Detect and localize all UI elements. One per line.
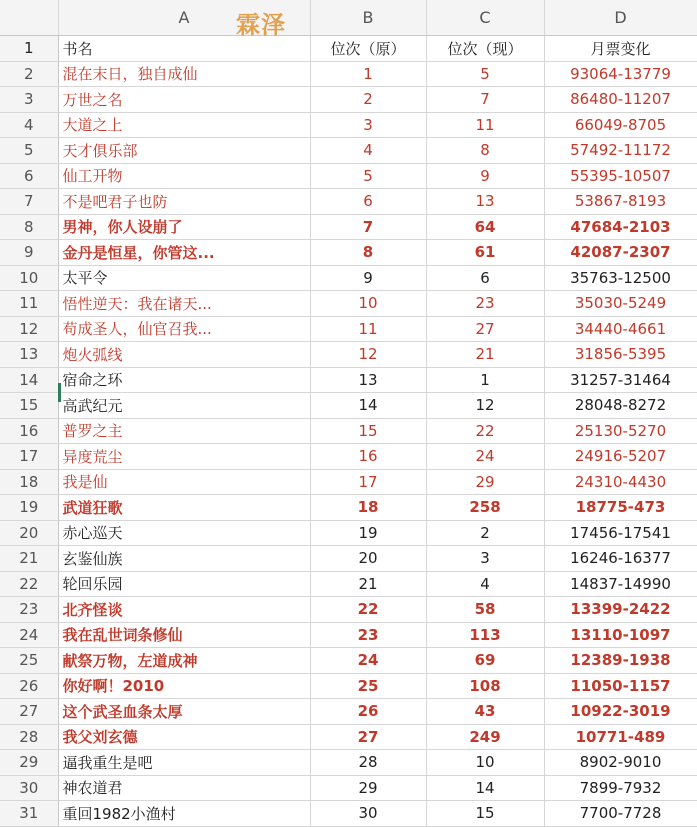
table-row bbox=[0, 775, 697, 801]
cell-rank-original[interactable]: 16 bbox=[310, 444, 426, 470]
cell-title[interactable]: 悟性逆天：我在诸天... bbox=[58, 291, 310, 317]
table-row bbox=[0, 87, 697, 113]
column-header-c[interactable]: C bbox=[426, 0, 544, 36]
table-row bbox=[0, 163, 697, 189]
row-number[interactable]: 4 bbox=[0, 112, 58, 138]
cell-rank-original[interactable]: 4 bbox=[310, 138, 426, 164]
cell-ticket-change[interactable]: 93064-13779 bbox=[544, 61, 697, 87]
cell-ticket-change[interactable]: 28048-8272 bbox=[544, 393, 697, 419]
cell-title[interactable]: 天才俱乐部 bbox=[58, 138, 310, 164]
cell-rank-current[interactable]: 14 bbox=[426, 775, 544, 801]
cell-rank-current[interactable]: 11 bbox=[426, 112, 544, 138]
cell-title[interactable]: 轮回乐园 bbox=[58, 571, 310, 597]
cell-rank-current[interactable]: 7 bbox=[426, 87, 544, 113]
cell-ticket-change[interactable]: 16246-16377 bbox=[544, 546, 697, 572]
cell-title[interactable]: 这个武圣血条太厚 bbox=[58, 699, 310, 725]
cell-rank-original[interactable]: 28 bbox=[310, 750, 426, 776]
cell-ticket-change[interactable]: 66049-8705 bbox=[544, 112, 697, 138]
cell-ticket-change[interactable]: 13399-2422 bbox=[544, 597, 697, 623]
cell-title[interactable]: 神农道君 bbox=[58, 775, 310, 801]
cell-rank-current[interactable]: 3 bbox=[426, 546, 544, 572]
cell-ticket-change[interactable]: 10771-489 bbox=[544, 724, 697, 750]
table-row bbox=[0, 469, 697, 495]
cell-rank-current[interactable]: 8 bbox=[426, 138, 544, 164]
cell-rank-current[interactable]: 43 bbox=[426, 699, 544, 725]
cell-rank-current[interactable]: 5 bbox=[426, 61, 544, 87]
cell-ticket-change[interactable]: 24916-5207 bbox=[544, 444, 697, 470]
cell-rank-current[interactable]: 29 bbox=[426, 469, 544, 495]
cell-ticket-change[interactable]: 8902-9010 bbox=[544, 750, 697, 776]
table-row bbox=[0, 342, 697, 368]
row-number[interactable]: 28 bbox=[0, 724, 58, 750]
row-number[interactable]: 27 bbox=[0, 699, 58, 725]
header-cell-title[interactable]: 书名 bbox=[58, 36, 310, 62]
column-header-row bbox=[0, 0, 697, 36]
table-row bbox=[0, 189, 697, 215]
table-row bbox=[0, 265, 697, 291]
cell-title[interactable]: 宿命之环 bbox=[58, 367, 310, 393]
cell-rank-original[interactable]: 1 bbox=[310, 61, 426, 87]
cell-title[interactable]: 金丹是恒星，你管这... bbox=[58, 240, 310, 266]
row-number[interactable]: 22 bbox=[0, 571, 58, 597]
cell-rank-original[interactable]: 9 bbox=[310, 265, 426, 291]
cell-ticket-change[interactable]: 14837-14990 bbox=[544, 571, 697, 597]
row-number[interactable]: 14 bbox=[0, 367, 58, 393]
cell-ticket-change[interactable]: 35030-5249 bbox=[544, 291, 697, 317]
cell-title[interactable]: 我是仙 bbox=[58, 469, 310, 495]
cell-rank-original[interactable]: 25 bbox=[310, 673, 426, 699]
cell-title[interactable]: 炮火弧线 bbox=[58, 342, 310, 368]
cell-rank-current[interactable]: 258 bbox=[426, 495, 544, 521]
cell-title[interactable]: 普罗之主 bbox=[58, 418, 310, 444]
cell-title[interactable]: 逼我重生是吧 bbox=[58, 750, 310, 776]
row-number[interactable]: 21 bbox=[0, 546, 58, 572]
cell-ticket-change[interactable]: 34440-4661 bbox=[544, 316, 697, 342]
table-header-row bbox=[0, 36, 697, 62]
table-row bbox=[0, 622, 697, 648]
cell-ticket-change[interactable]: 25130-5270 bbox=[544, 418, 697, 444]
cell-rank-original[interactable]: 29 bbox=[310, 775, 426, 801]
cell-title[interactable]: 北齐怪谈 bbox=[58, 597, 310, 623]
cell-rank-current[interactable]: 9 bbox=[426, 163, 544, 189]
row-number[interactable]: 11 bbox=[0, 291, 58, 317]
cell-rank-original[interactable]: 23 bbox=[310, 622, 426, 648]
cell-rank-current[interactable]: 108 bbox=[426, 673, 544, 699]
table-row bbox=[0, 648, 697, 674]
cell-rank-original[interactable]: 26 bbox=[310, 699, 426, 725]
table-row bbox=[0, 112, 697, 138]
cell-ticket-change[interactable]: 12389-1938 bbox=[544, 648, 697, 674]
row-number[interactable]: 20 bbox=[0, 520, 58, 546]
cell-ticket-change[interactable]: 31856-5395 bbox=[544, 342, 697, 368]
row-number[interactable]: 19 bbox=[0, 495, 58, 521]
cell-rank-current[interactable]: 61 bbox=[426, 240, 544, 266]
cell-rank-current[interactable]: 6 bbox=[426, 265, 544, 291]
row-number[interactable]: 7 bbox=[0, 189, 58, 215]
cell-rank-original[interactable]: 17 bbox=[310, 469, 426, 495]
cell-ticket-change[interactable]: 35763-12500 bbox=[544, 265, 697, 291]
cell-rank-current[interactable]: 4 bbox=[426, 571, 544, 597]
table-row bbox=[0, 520, 697, 546]
cell-title[interactable]: 大道之上 bbox=[58, 112, 310, 138]
cell-rank-current[interactable]: 21 bbox=[426, 342, 544, 368]
row-number[interactable]: 3 bbox=[0, 87, 58, 113]
table-row bbox=[0, 673, 697, 699]
cell-ticket-change[interactable]: 18775-473 bbox=[544, 495, 697, 521]
cell-rank-original[interactable]: 14 bbox=[310, 393, 426, 419]
table-row bbox=[0, 546, 697, 572]
select-all-corner[interactable] bbox=[0, 0, 58, 36]
cell-ticket-change[interactable]: 53867-8193 bbox=[544, 189, 697, 215]
cell-rank-current[interactable]: 12 bbox=[426, 393, 544, 419]
cell-rank-current[interactable]: 15 bbox=[426, 801, 544, 827]
cell-rank-current[interactable]: 10 bbox=[426, 750, 544, 776]
cell-rank-original[interactable]: 24 bbox=[310, 648, 426, 674]
cell-title[interactable]: 异度荒尘 bbox=[58, 444, 310, 470]
row-number[interactable]: 25 bbox=[0, 648, 58, 674]
cell-rank-original[interactable]: 6 bbox=[310, 189, 426, 215]
row-number[interactable]: 26 bbox=[0, 673, 58, 699]
cell-ticket-change[interactable]: 55395-10507 bbox=[544, 163, 697, 189]
cell-rank-current[interactable]: 69 bbox=[426, 648, 544, 674]
cell-rank-original[interactable]: 8 bbox=[310, 240, 426, 266]
cell-ticket-change[interactable]: 11050-1157 bbox=[544, 673, 697, 699]
cell-title[interactable]: 你好啊！2010 bbox=[58, 673, 310, 699]
row-number[interactable]: 9 bbox=[0, 240, 58, 266]
cell-rank-original[interactable]: 21 bbox=[310, 571, 426, 597]
row-number[interactable]: 23 bbox=[0, 597, 58, 623]
cell-rank-current[interactable]: 64 bbox=[426, 214, 544, 240]
row-number[interactable]: 24 bbox=[0, 622, 58, 648]
column-header-d[interactable]: D bbox=[544, 0, 697, 36]
cell-title[interactable]: 混在末日，独自成仙 bbox=[58, 61, 310, 87]
cell-ticket-change[interactable]: 31257-31464 bbox=[544, 367, 697, 393]
table-row bbox=[0, 750, 697, 776]
cell-title[interactable]: 赤心巡天 bbox=[58, 520, 310, 546]
row-number[interactable]: 5 bbox=[0, 138, 58, 164]
cell-title[interactable]: 万世之名 bbox=[58, 87, 310, 113]
row-number[interactable]: 30 bbox=[0, 775, 58, 801]
cell-title[interactable]: 武道狂歌 bbox=[58, 495, 310, 521]
cell-title[interactable]: 不是吧君子也防 bbox=[58, 189, 310, 215]
active-cell-indicator bbox=[58, 383, 61, 402]
cell-rank-original[interactable]: 10 bbox=[310, 291, 426, 317]
table-row bbox=[0, 495, 697, 521]
cell-ticket-change[interactable]: 42087-2307 bbox=[544, 240, 697, 266]
table-row bbox=[0, 214, 697, 240]
cell-rank-original[interactable]: 18 bbox=[310, 495, 426, 521]
cell-ticket-change[interactable]: 13110-1097 bbox=[544, 622, 697, 648]
cell-title[interactable]: 男神，你人设崩了 bbox=[58, 214, 310, 240]
cell-title[interactable]: 高武纪元 bbox=[58, 393, 310, 419]
cell-title[interactable]: 苟成圣人，仙官召我... bbox=[58, 316, 310, 342]
table-row bbox=[0, 444, 697, 470]
cell-rank-original[interactable]: 5 bbox=[310, 163, 426, 189]
row-number[interactable]: 1 bbox=[0, 36, 58, 62]
cell-rank-original[interactable]: 19 bbox=[310, 520, 426, 546]
row-number[interactable]: 2 bbox=[0, 61, 58, 87]
row-number[interactable]: 13 bbox=[0, 342, 58, 368]
table-row bbox=[0, 724, 697, 750]
cell-rank-current[interactable]: 24 bbox=[426, 444, 544, 470]
cell-title[interactable]: 献祭万物，左道成神 bbox=[58, 648, 310, 674]
cell-rank-current[interactable]: 249 bbox=[426, 724, 544, 750]
cell-rank-current[interactable]: 58 bbox=[426, 597, 544, 623]
cell-title[interactable]: 玄鉴仙族 bbox=[58, 546, 310, 572]
cell-rank-original[interactable]: 20 bbox=[310, 546, 426, 572]
header-cell-ticket-change[interactable]: 月票变化 bbox=[544, 36, 697, 62]
cell-rank-original[interactable]: 2 bbox=[310, 87, 426, 113]
row-number[interactable]: 10 bbox=[0, 265, 58, 291]
table-row bbox=[0, 699, 697, 725]
table-row bbox=[0, 138, 697, 164]
row-number[interactable]: 29 bbox=[0, 750, 58, 776]
table-row bbox=[0, 291, 697, 317]
row-number[interactable]: 17 bbox=[0, 444, 58, 470]
cell-rank-original[interactable]: 3 bbox=[310, 112, 426, 138]
row-number[interactable]: 12 bbox=[0, 316, 58, 342]
column-header-a[interactable]: A bbox=[58, 0, 310, 36]
column-header-b[interactable]: B bbox=[310, 0, 426, 36]
table-row bbox=[0, 240, 697, 266]
cell-rank-original[interactable]: 11 bbox=[310, 316, 426, 342]
cell-ticket-change[interactable]: 17456-17541 bbox=[544, 520, 697, 546]
cell-rank-original[interactable]: 30 bbox=[310, 801, 426, 827]
cell-rank-current[interactable]: 113 bbox=[426, 622, 544, 648]
cell-ticket-change[interactable]: 7700-7728 bbox=[544, 801, 697, 827]
cell-ticket-change[interactable]: 57492-11172 bbox=[544, 138, 697, 164]
cell-title[interactable]: 太平令 bbox=[58, 265, 310, 291]
cell-rank-current[interactable]: 23 bbox=[426, 291, 544, 317]
cell-rank-current[interactable]: 2 bbox=[426, 520, 544, 546]
cell-ticket-change[interactable]: 10922-3019 bbox=[544, 699, 697, 725]
table-row bbox=[0, 61, 697, 87]
cell-ticket-change[interactable]: 86480-11207 bbox=[544, 87, 697, 113]
table-row bbox=[0, 393, 697, 419]
cell-title[interactable]: 重回1982小渔村 bbox=[58, 801, 310, 827]
header-cell-rank-current[interactable]: 位次（现） bbox=[426, 36, 544, 62]
row-number[interactable]: 15 bbox=[0, 393, 58, 419]
cell-rank-original[interactable]: 7 bbox=[310, 214, 426, 240]
table-row bbox=[0, 316, 697, 342]
table-row bbox=[0, 597, 697, 623]
cell-rank-original[interactable]: 12 bbox=[310, 342, 426, 368]
cell-rank-current[interactable]: 13 bbox=[426, 189, 544, 215]
cell-rank-original[interactable]: 15 bbox=[310, 418, 426, 444]
watermark-logo: 霖泽 bbox=[236, 11, 286, 39]
table-row bbox=[0, 571, 697, 597]
cell-ticket-change[interactable]: 7899-7932 bbox=[544, 775, 697, 801]
row-number[interactable]: 6 bbox=[0, 163, 58, 189]
cell-title[interactable]: 我在乱世词条修仙 bbox=[58, 622, 310, 648]
table-row bbox=[0, 418, 697, 444]
cell-rank-original[interactable]: 13 bbox=[310, 367, 426, 393]
table-row bbox=[0, 367, 697, 393]
cell-ticket-change[interactable]: 24310-4430 bbox=[544, 469, 697, 495]
row-number[interactable]: 16 bbox=[0, 418, 58, 444]
cell-title[interactable]: 我父刘玄德 bbox=[58, 724, 310, 750]
table-row bbox=[0, 801, 697, 827]
cell-rank-current[interactable]: 22 bbox=[426, 418, 544, 444]
row-number[interactable]: 18 bbox=[0, 469, 58, 495]
cell-rank-current[interactable]: 1 bbox=[426, 367, 544, 393]
cell-title[interactable]: 仙工开物 bbox=[58, 163, 310, 189]
cell-ticket-change[interactable]: 47684-2103 bbox=[544, 214, 697, 240]
cell-rank-original[interactable]: 22 bbox=[310, 597, 426, 623]
cell-rank-original[interactable]: 27 bbox=[310, 724, 426, 750]
cell-rank-current[interactable]: 27 bbox=[426, 316, 544, 342]
header-cell-rank-original[interactable]: 位次（原） bbox=[310, 36, 426, 62]
row-number[interactable]: 31 bbox=[0, 801, 58, 827]
row-number[interactable]: 8 bbox=[0, 214, 58, 240]
